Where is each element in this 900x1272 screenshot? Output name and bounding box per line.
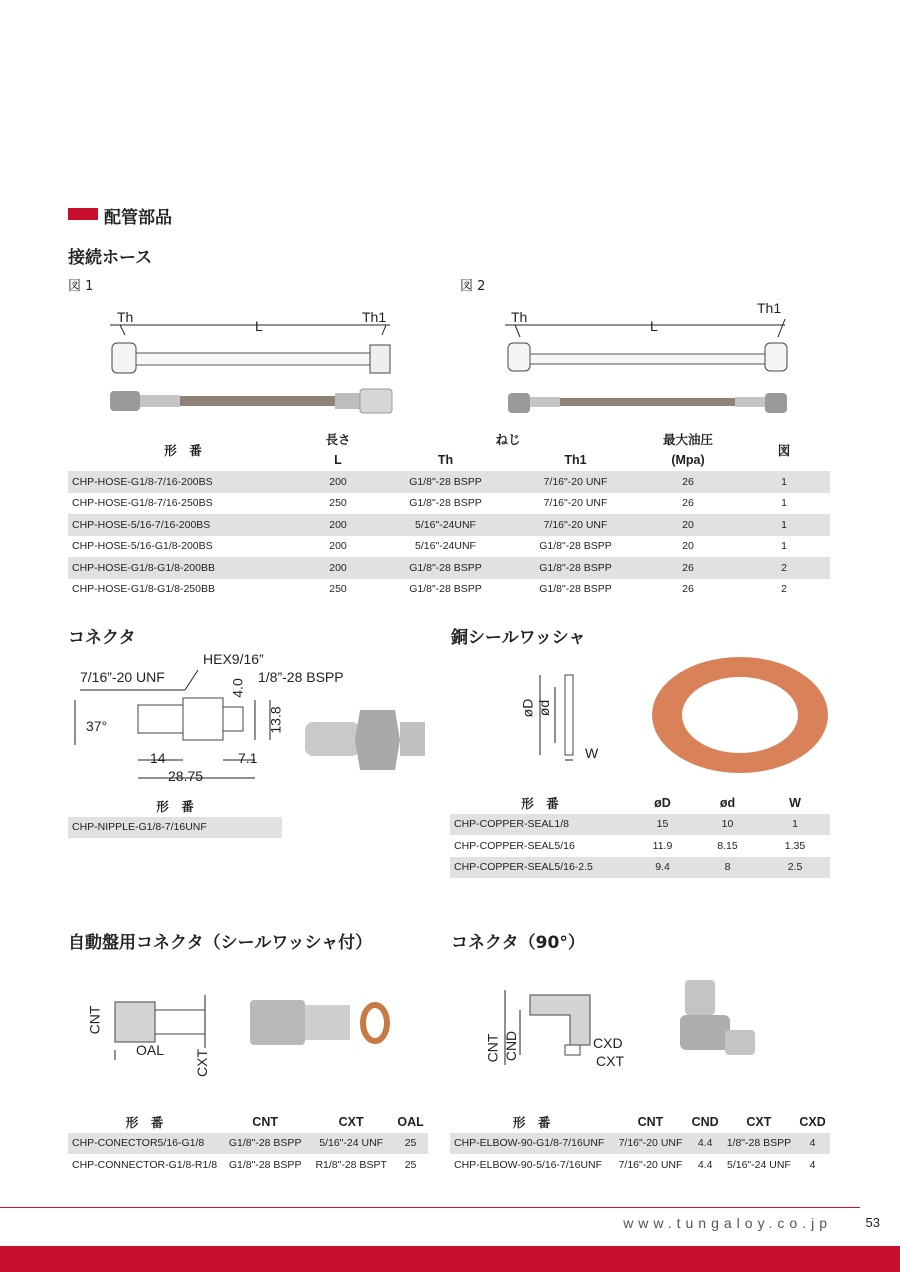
- header-length-unit: L: [334, 453, 342, 468]
- header-length: 長さ: [325, 432, 351, 447]
- table-row: [450, 857, 830, 879]
- auto-connector-table: [68, 1111, 428, 1176]
- model-cell: CHP-HOSE-G1/8-G1/8-250BB: [72, 583, 215, 596]
- header-oal: OAL: [397, 1114, 424, 1129]
- dim-l-2: L: [650, 318, 658, 334]
- model-cell: CHP-CONNECTOR-G1/8-R1/8: [72, 1158, 218, 1171]
- model-cell: CHP-HOSE-G1/8-7/16-200BS: [68, 471, 298, 493]
- footer-band: [0, 1246, 900, 1272]
- dim-2875: 28.75: [168, 768, 204, 784]
- header-od: øD: [654, 795, 671, 810]
- header-cnt: CNT: [252, 1114, 278, 1129]
- dim-id: ød: [536, 699, 553, 717]
- table-row: [68, 493, 830, 515]
- th-cell: 5/16"-24UNF: [415, 540, 476, 553]
- w-cell: 2.5: [760, 857, 830, 879]
- header-cxt: CXT: [746, 1114, 772, 1129]
- cnd-cell: 4.4: [697, 1158, 713, 1171]
- auto-connector-photo: [245, 990, 395, 1060]
- table-row: [68, 817, 282, 839]
- fig-cell: 1: [738, 471, 830, 493]
- elbow-title: コネクタ（90°）: [451, 933, 585, 953]
- cnd-cell: 4.4: [688, 1133, 723, 1155]
- model-cell: CHP-NIPPLE-G1/8-7/16UNF: [68, 817, 282, 839]
- cnt-cell: G1/8"-28 BSPP: [221, 1133, 309, 1155]
- fig-cell: 1: [738, 514, 830, 536]
- cxt-cell: 5/16"-24 UNF: [726, 1158, 791, 1171]
- id-cell: 8: [695, 857, 760, 879]
- th1-cell: G1/8"-28 BSPP: [513, 557, 638, 579]
- cxd-cell: 4: [795, 1133, 830, 1155]
- header-cnt: CNT: [637, 1114, 664, 1129]
- th1-cell: 7/16"-20 UNF: [543, 497, 608, 510]
- table-row: [68, 557, 830, 579]
- table-row: [68, 514, 830, 536]
- header-model: 形 番: [125, 1115, 164, 1130]
- dim-bspp: 1/8”-28 BSPP: [258, 669, 344, 685]
- id-cell: 10: [695, 814, 760, 836]
- cxt-cell: 1/8"-28 BSPP: [723, 1133, 795, 1155]
- th1-cell: G1/8"-28 BSPP: [539, 583, 612, 596]
- footer-url[interactable]: www.tungaloy.co.jp: [623, 1215, 832, 1231]
- w-cell: 1.35: [784, 839, 806, 852]
- section-title: 配管部品: [104, 208, 172, 228]
- washer-photo: [650, 655, 830, 775]
- dim-cnt: CNT: [86, 1005, 103, 1035]
- cxd-cell: 4: [809, 1158, 816, 1171]
- od-cell: 9.4: [630, 857, 695, 879]
- length-cell: 250: [329, 583, 347, 596]
- dim-od: øD: [519, 698, 536, 718]
- dim-th1-1: Th1: [362, 309, 387, 325]
- header-cxt: CXT: [338, 1114, 364, 1129]
- header-th: Th: [437, 453, 454, 468]
- table-row: [450, 835, 830, 857]
- connector-title: コネクタ: [68, 628, 136, 648]
- connector-table: [68, 795, 282, 838]
- dim-unf: 7/16”-20 UNF: [80, 669, 165, 685]
- header-fig: 図: [777, 443, 791, 458]
- od-cell: 11.9: [652, 839, 673, 852]
- dim-71: 7.1: [238, 750, 258, 766]
- length-cell: 200: [298, 557, 378, 579]
- th-cell: G1/8"-28 BSPP: [409, 497, 482, 510]
- washer-title: 銅シールワッシャ: [451, 628, 586, 648]
- dim-th1-2: Th1: [757, 300, 782, 316]
- hose-table: [68, 428, 830, 600]
- dim-th-1: Th: [117, 309, 134, 325]
- oal-cell: 25: [404, 1158, 417, 1171]
- pressure-cell: 20: [682, 540, 694, 553]
- w-cell: 1: [760, 814, 830, 836]
- model-cell: CHP-COPPER-SEAL5/16-2.5: [450, 857, 630, 879]
- table-row: [68, 471, 830, 493]
- fig-cell: 2: [781, 583, 787, 596]
- header-model: 形 番: [512, 1115, 551, 1130]
- header-th1: Th1: [564, 453, 587, 468]
- cxt-cell: R1/8"-28 BSPT: [315, 1158, 387, 1171]
- length-cell: 200: [298, 471, 378, 493]
- model-cell: CHP-HOSE-G1/8-7/16-250BS: [72, 497, 213, 510]
- header-model: 形 番: [521, 796, 559, 811]
- table-row: [68, 1133, 428, 1155]
- length-cell: 250: [329, 497, 347, 510]
- dim-cxd: CXD: [593, 1035, 623, 1051]
- fig1-label: 図 1: [68, 279, 94, 294]
- header-w: W: [789, 795, 801, 810]
- fig-cell: 1: [781, 497, 787, 510]
- cnt-cell: 7/16"-20 UNF: [618, 1158, 683, 1171]
- cnt-cell: 7/16"-20 UNF: [613, 1133, 687, 1155]
- dim-angle: 37°: [86, 718, 108, 734]
- fig2-label: 図 2: [460, 279, 486, 294]
- auto-connector-title: 自動盤用コネクタ（シールワッシャ付）: [68, 933, 373, 953]
- dim-138: 13.8: [267, 706, 284, 734]
- model-cell: CHP-HOSE-5/16-G1/8-200BS: [72, 540, 213, 553]
- th-cell: G1/8"-28 BSPP: [409, 583, 482, 596]
- page-number: 53: [865, 1215, 880, 1230]
- dim-40: 4.0: [229, 678, 246, 698]
- pressure-cell: 26: [638, 471, 738, 493]
- header-cnd: CND: [691, 1114, 719, 1129]
- table-row: [68, 1154, 428, 1176]
- table-row: [68, 579, 830, 601]
- hose-title: 接続ホース: [68, 248, 153, 268]
- dim-oal: OAL: [136, 1042, 165, 1058]
- header-model: 形 番: [164, 443, 202, 458]
- dim-hex: HEX9/16”: [203, 651, 264, 667]
- connector-photo: [300, 700, 430, 780]
- table-row: [450, 1154, 830, 1176]
- model-cell: CHP-COPPER-SEAL5/16: [454, 839, 575, 852]
- model-cell: CHP-ELBOW-90-G1/8-7/16UNF: [450, 1133, 613, 1155]
- fig-cell: 1: [781, 540, 787, 553]
- length-cell: 200: [329, 540, 347, 553]
- th-cell: G1/8"-28 BSPP: [378, 557, 513, 579]
- fig-cell: 2: [738, 557, 830, 579]
- pressure-cell: 26: [682, 497, 694, 510]
- model-cell: CHP-HOSE-G1/8-G1/8-200BB: [68, 557, 298, 579]
- th1-cell: 7/16"-20 UNF: [513, 471, 638, 493]
- section-marker: [68, 208, 98, 220]
- cxt-cell: 5/16"-24 UNF: [309, 1133, 393, 1155]
- elbow-table: [450, 1111, 830, 1176]
- table-row: [68, 536, 830, 558]
- table-row: [450, 814, 830, 836]
- dim-w: W: [585, 745, 599, 761]
- elbow-photo: [670, 975, 760, 1075]
- footer-divider: [0, 1207, 860, 1208]
- header-pressure-unit: (Mpa): [671, 453, 705, 468]
- th-cell: G1/8"-28 BSPP: [378, 471, 513, 493]
- dim-cxt-elbow: CXT: [596, 1053, 624, 1069]
- th-cell: 5/16"-24UNF: [378, 514, 513, 536]
- od-cell: 15: [630, 814, 695, 836]
- id-cell: 8.15: [717, 839, 738, 852]
- dim-cnd: CND: [503, 1030, 520, 1062]
- cnt-cell: G1/8"-28 BSPP: [228, 1158, 302, 1171]
- length-cell: 200: [298, 514, 378, 536]
- table-row: [450, 1133, 830, 1155]
- oal-cell: 25: [393, 1133, 428, 1155]
- model-cell: CHP-ELBOW-90-5/16-7/16UNF: [454, 1158, 603, 1171]
- model-cell: CHP-COPPER-SEAL1/8: [450, 814, 630, 836]
- header-cxd: CXD: [799, 1114, 826, 1129]
- dim-14: 14: [150, 750, 166, 766]
- dim-th-2: Th: [511, 309, 528, 325]
- pressure-cell: 20: [638, 514, 738, 536]
- pressure-cell: 26: [638, 557, 738, 579]
- model-cell: CHP-CONECTOR5/16-G1/8: [68, 1133, 221, 1155]
- th1-cell: G1/8"-28 BSPP: [539, 540, 612, 553]
- header-pressure: 最大油圧: [662, 432, 713, 447]
- dim-cnt-elbow: CNT: [484, 1033, 501, 1063]
- model-cell: CHP-HOSE-5/16-7/16-200BS: [68, 514, 298, 536]
- header-id: ød: [719, 795, 736, 810]
- dim-cxt: CXT: [194, 1049, 210, 1077]
- dim-l-1: L: [255, 318, 263, 334]
- header-model: 形 番: [156, 799, 194, 814]
- header-thread: ねじ: [495, 432, 521, 447]
- pressure-cell: 26: [682, 583, 694, 596]
- washer-table: [450, 792, 830, 878]
- th1-cell: 7/16"-20 UNF: [513, 514, 638, 536]
